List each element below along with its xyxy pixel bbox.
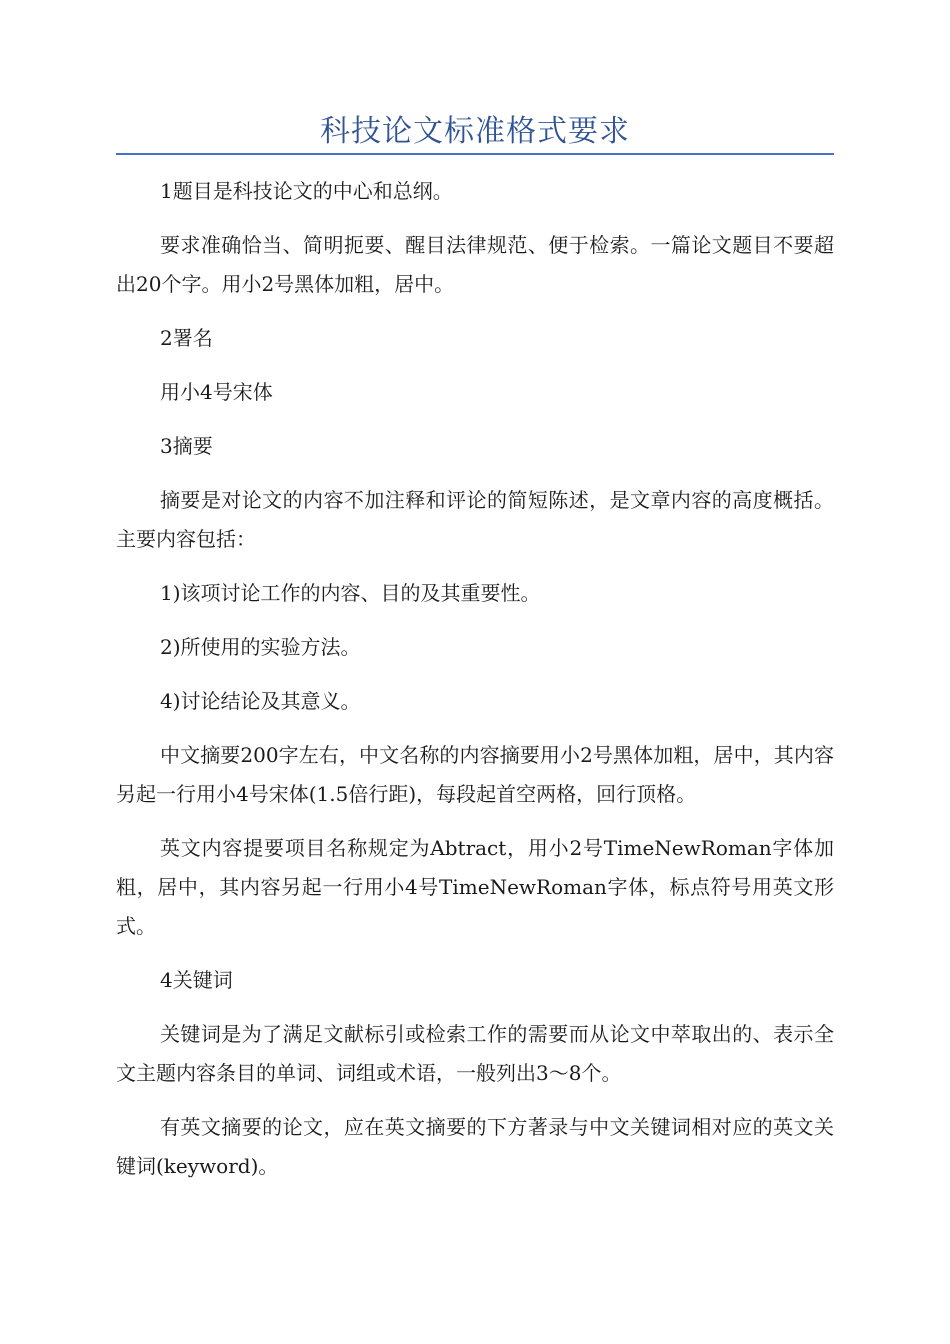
paragraph-title-requirements: 要求准确恰当、简明扼要、醒目法律规范、便于检索。一篇论文题目不要超出20个字。用小2号黑体加粗，居中。: [116, 233, 834, 296]
paragraph-keywords-definition: 关键词是为了满足文献标引或检索工作的需要而从论文中萃取出的、表示全文主题内容条目的单词、词组或术语，一般列出3～8个。: [116, 1022, 834, 1085]
list-item-abstract-4: 4)讨论结论及其意义。: [160, 689, 361, 713]
paragraph-signature-font: 用小4号宋体: [160, 380, 273, 404]
paragraph-english-keywords: 有英文摘要的论文，应在英文摘要的下方著录与中文关键词相对应的英文关键词(keyword)。: [116, 1115, 834, 1178]
title-underline: [116, 153, 834, 155]
paragraph-chinese-abstract: 中文摘要200字左右，中文名称的内容摘要用小2号黑体加粗，居中，其内容另起一行用小4号宋体(1.5倍行距)，每段起首空两格，回行顶格。: [116, 743, 834, 806]
paragraph-english-abstract: 英文内容提要项目名称规定为Abtract，用小2号TimeNewRoman字体加粗，居中，其内容另起一行用小4号TimeNewRoman字体，标点符号用英文形式。: [116, 836, 834, 938]
document-title: 科技论文标准格式要求: [320, 114, 630, 149]
paragraph-abstract-heading: 3摘要: [160, 434, 213, 458]
paragraph-title-heading: 1题目是科技论文的中心和总纲。: [160, 179, 453, 203]
document-body: [116, 172, 834, 1201]
paragraph-abstract-definition: 摘要是对论文的内容不加注释和评论的简短陈述，是文章内容的高度概括。主要内容包括：: [116, 488, 834, 551]
list-item-abstract-1: 1)该项讨论工作的内容、目的及其重要性。: [160, 581, 541, 605]
list-item-abstract-2: 2)所使用的实验方法。: [160, 635, 361, 659]
paragraph-signature-heading: 2署名: [160, 326, 213, 350]
paragraph-keywords-heading: 4关键词: [160, 968, 233, 992]
